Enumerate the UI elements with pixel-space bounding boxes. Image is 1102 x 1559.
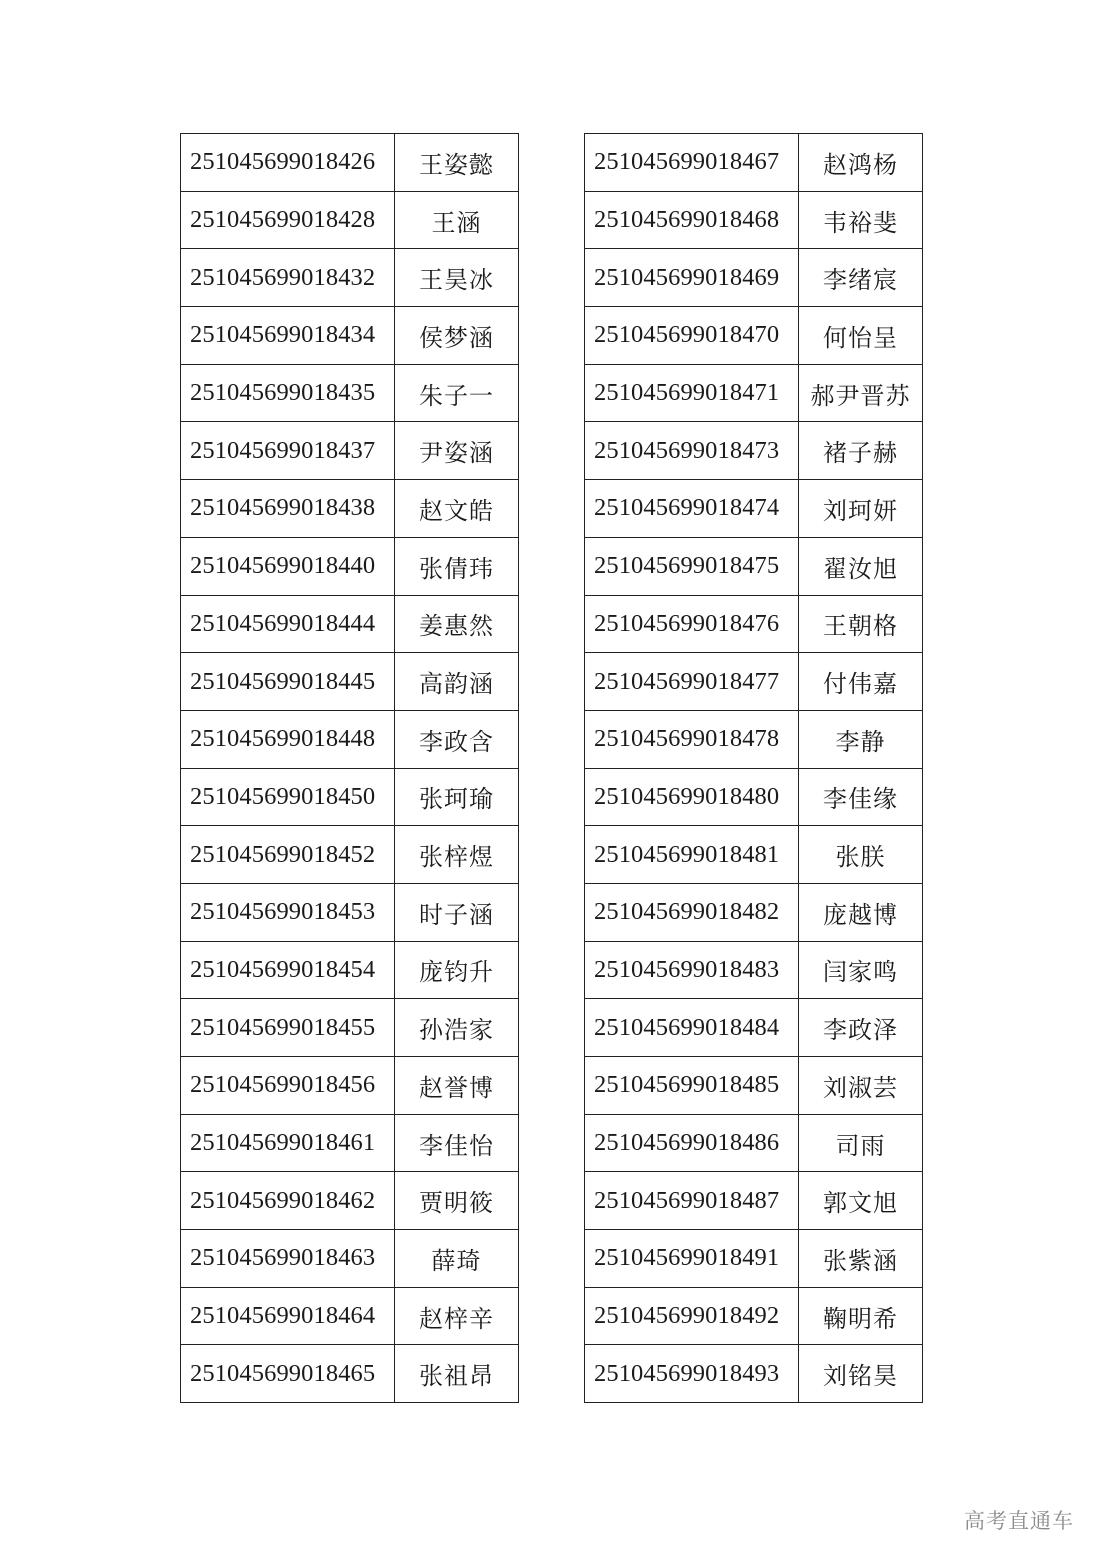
student-name-cell: 付伟嘉 — [799, 653, 923, 711]
student-name-cell: 司雨 — [799, 1114, 923, 1172]
table-row — [585, 768, 923, 826]
roster-table-right-body — [585, 134, 923, 1403]
student-name-cell: 张珂瑜 — [395, 768, 519, 826]
student-name-cell: 郝尹晋苏 — [799, 364, 923, 422]
student-name-cell: 张朕 — [799, 826, 923, 884]
table-row — [181, 537, 519, 595]
exam-id-cell: 251045699018473 — [585, 422, 799, 480]
table-row — [585, 364, 923, 422]
student-name-cell: 刘淑芸 — [799, 1057, 923, 1115]
student-name-cell: 王姿懿 — [395, 134, 519, 192]
table-row — [585, 826, 923, 884]
student-name-cell: 翟汝旭 — [799, 537, 923, 595]
table-row — [181, 191, 519, 249]
student-name-cell: 王涵 — [395, 191, 519, 249]
roster-table-left-body — [181, 134, 519, 1403]
student-name-cell: 张梓煜 — [395, 826, 519, 884]
exam-id-cell: 251045699018463 — [181, 1230, 395, 1288]
table-row — [181, 422, 519, 480]
student-name-cell: 鞠明希 — [799, 1287, 923, 1345]
table-row — [585, 883, 923, 941]
student-name-cell: 李绪宸 — [799, 249, 923, 307]
watermark-label: 高考直通车 — [964, 1509, 1074, 1533]
exam-id-cell: 251045699018478 — [585, 710, 799, 768]
exam-id-cell: 251045699018426 — [181, 134, 395, 192]
student-name-cell: 李佳缘 — [799, 768, 923, 826]
exam-id-cell: 251045699018485 — [585, 1057, 799, 1115]
exam-id-cell: 251045699018480 — [585, 768, 799, 826]
exam-id-cell: 251045699018481 — [585, 826, 799, 884]
table-row — [181, 653, 519, 711]
student-name-cell: 时子涵 — [395, 883, 519, 941]
exam-id-cell: 251045699018462 — [181, 1172, 395, 1230]
exam-id-cell: 251045699018464 — [181, 1287, 395, 1345]
student-name-cell: 李静 — [799, 710, 923, 768]
student-name-cell: 姜惠然 — [395, 595, 519, 653]
exam-id-cell: 251045699018437 — [181, 422, 395, 480]
student-name-cell: 韦裕斐 — [799, 191, 923, 249]
exam-id-cell: 251045699018467 — [585, 134, 799, 192]
student-name-cell: 刘珂妍 — [799, 480, 923, 538]
exam-id-cell: 251045699018450 — [181, 768, 395, 826]
student-name-cell: 张紫涵 — [799, 1230, 923, 1288]
student-name-cell: 闫家鸣 — [799, 941, 923, 999]
exam-id-cell: 251045699018438 — [181, 480, 395, 538]
table-row — [585, 191, 923, 249]
exam-id-cell: 251045699018471 — [585, 364, 799, 422]
exam-id-cell: 251045699018487 — [585, 1172, 799, 1230]
exam-id-cell: 251045699018452 — [181, 826, 395, 884]
student-name-cell: 薛琦 — [395, 1230, 519, 1288]
exam-id-cell: 251045699018470 — [585, 307, 799, 365]
student-name-cell: 侯梦涵 — [395, 307, 519, 365]
exam-id-cell: 251045699018477 — [585, 653, 799, 711]
exam-id-cell: 251045699018486 — [585, 1114, 799, 1172]
table-row — [585, 1287, 923, 1345]
exam-id-cell: 251045699018476 — [585, 595, 799, 653]
table-row — [181, 710, 519, 768]
student-name-cell: 张祖昂 — [395, 1345, 519, 1403]
table-row — [585, 537, 923, 595]
table-row — [181, 826, 519, 884]
exam-id-cell: 251045699018434 — [181, 307, 395, 365]
table-row — [585, 1172, 923, 1230]
student-name-cell: 赵梓辛 — [395, 1287, 519, 1345]
table-row — [585, 595, 923, 653]
table-row — [585, 249, 923, 307]
student-name-cell: 赵誉博 — [395, 1057, 519, 1115]
table-row — [181, 883, 519, 941]
table-row — [585, 653, 923, 711]
table-row — [585, 1345, 923, 1403]
table-row — [181, 768, 519, 826]
student-name-cell: 孙浩家 — [395, 999, 519, 1057]
table-row — [181, 941, 519, 999]
exam-id-cell: 251045699018445 — [181, 653, 395, 711]
table-row — [181, 1057, 519, 1115]
table-row — [181, 364, 519, 422]
exam-id-cell: 251045699018444 — [181, 595, 395, 653]
student-name-cell: 张倩玮 — [395, 537, 519, 595]
table-row — [585, 941, 923, 999]
exam-id-cell: 251045699018435 — [181, 364, 395, 422]
exam-id-cell: 251045699018483 — [585, 941, 799, 999]
table-row — [181, 480, 519, 538]
table-row — [585, 1230, 923, 1288]
exam-id-cell: 251045699018469 — [585, 249, 799, 307]
student-name-cell: 朱子一 — [395, 364, 519, 422]
exam-id-cell: 251045699018440 — [181, 537, 395, 595]
table-row — [181, 1345, 519, 1403]
student-name-cell: 赵文皓 — [395, 480, 519, 538]
exam-id-cell: 251045699018432 — [181, 249, 395, 307]
exam-id-cell: 251045699018468 — [585, 191, 799, 249]
table-row — [585, 999, 923, 1057]
table-row — [585, 422, 923, 480]
table-row — [585, 710, 923, 768]
table-row — [181, 307, 519, 365]
student-name-cell: 尹姿涵 — [395, 422, 519, 480]
exam-id-cell: 251045699018475 — [585, 537, 799, 595]
roster-table-right — [584, 133, 923, 1403]
table-row — [585, 480, 923, 538]
table-row — [181, 999, 519, 1057]
table-row — [181, 249, 519, 307]
table-row — [181, 1172, 519, 1230]
student-name-cell: 高韵涵 — [395, 653, 519, 711]
exam-id-cell: 251045699018456 — [181, 1057, 395, 1115]
student-name-cell: 王昊冰 — [395, 249, 519, 307]
table-row — [585, 134, 923, 192]
student-name-cell: 李政泽 — [799, 999, 923, 1057]
student-name-cell: 褚子赫 — [799, 422, 923, 480]
table-row — [585, 1057, 923, 1115]
exam-id-cell: 251045699018453 — [181, 883, 395, 941]
exam-id-cell: 251045699018448 — [181, 710, 395, 768]
exam-id-cell: 251045699018454 — [181, 941, 395, 999]
student-name-cell: 刘铭昊 — [799, 1345, 923, 1403]
exam-id-cell: 251045699018474 — [585, 480, 799, 538]
exam-id-cell: 251045699018455 — [181, 999, 395, 1057]
exam-id-cell: 251045699018492 — [585, 1287, 799, 1345]
table-row — [181, 595, 519, 653]
student-name-cell: 庞钧升 — [395, 941, 519, 999]
table-row — [181, 134, 519, 192]
table-row — [585, 1114, 923, 1172]
student-name-cell: 庞越博 — [799, 883, 923, 941]
exam-id-cell: 251045699018491 — [585, 1230, 799, 1288]
student-name-cell: 何怡呈 — [799, 307, 923, 365]
student-name-cell: 贾明筱 — [395, 1172, 519, 1230]
student-name-cell: 李佳怡 — [395, 1114, 519, 1172]
exam-id-cell: 251045699018465 — [181, 1345, 395, 1403]
student-name-cell: 郭文旭 — [799, 1172, 923, 1230]
student-name-cell: 李政含 — [395, 710, 519, 768]
student-name-cell: 赵鸿杨 — [799, 134, 923, 192]
exam-id-cell: 251045699018428 — [181, 191, 395, 249]
exam-id-cell: 251045699018484 — [585, 999, 799, 1057]
exam-id-cell: 251045699018493 — [585, 1345, 799, 1403]
exam-id-cell: 251045699018482 — [585, 883, 799, 941]
student-name-cell: 王朝格 — [799, 595, 923, 653]
table-row — [181, 1230, 519, 1288]
exam-id-cell: 251045699018461 — [181, 1114, 395, 1172]
table-row — [181, 1287, 519, 1345]
roster-table-left — [180, 133, 519, 1403]
table-row — [181, 1114, 519, 1172]
table-row — [585, 307, 923, 365]
